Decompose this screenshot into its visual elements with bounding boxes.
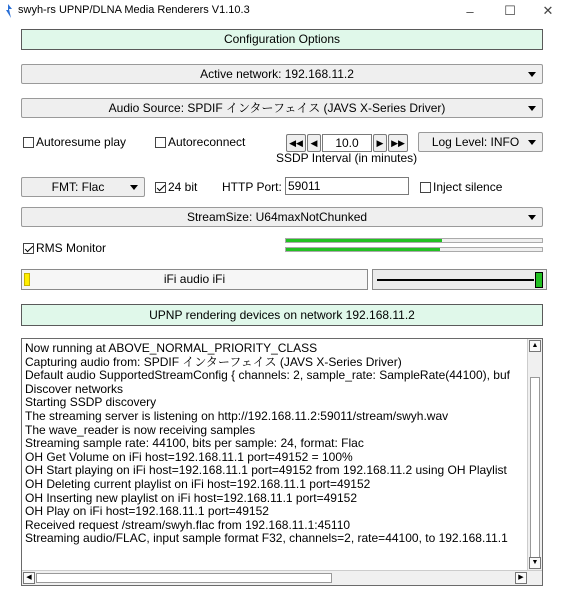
- ssdp-fast-back-button[interactable]: [286, 134, 306, 152]
- inject-silence-label: Inject silence: [433, 180, 503, 194]
- chevron-down-icon: [528, 215, 536, 220]
- volume-slider-track: [377, 279, 534, 281]
- window-title: swyh-rs UPNP/DLNA Media Renderers V1.10.3: [18, 4, 250, 16]
- rms-monitor-box[interactable]: [23, 243, 34, 254]
- close-icon: ✕: [542, 3, 554, 18]
- active-network-value: Active network: 192.168.11.2: [200, 67, 354, 81]
- rms-monitor-checkbox[interactable]: [23, 241, 106, 255]
- ssdp-interval-input[interactable]: 10.0: [322, 134, 372, 152]
- rms-monitor-label: RMS Monitor: [36, 241, 107, 255]
- log-level-value: Log Level: INFO: [431, 135, 520, 149]
- chevron-down-icon: [528, 140, 536, 145]
- ssdp-forward-button[interactable]: [373, 134, 387, 152]
- volume-slider[interactable]: [372, 269, 547, 290]
- scroll-up-icon: ▲: [531, 342, 539, 349]
- bit24-checkbox[interactable]: [155, 180, 197, 194]
- log-line: OH Inserting new playlist on iFi host=192.168.11.1 port=49152: [25, 490, 357, 505]
- scroll-down-button[interactable]: [529, 557, 541, 569]
- ssdp-fast-forward-button[interactable]: [388, 134, 408, 152]
- close-button[interactable]: [528, 0, 566, 22]
- horizontal-scroll-thumb[interactable]: [36, 573, 332, 583]
- log-textbox[interactable]: [21, 338, 543, 586]
- log-line: Starting SSDP discovery: [25, 395, 157, 410]
- log-line: Streaming sample rate: 44100, bits per sample: 24, format: Flac: [25, 436, 364, 451]
- log-line: The wave_reader is now receiving samples: [25, 422, 256, 437]
- active-network-select[interactable]: [21, 64, 543, 84]
- device-active-indicator: [24, 273, 30, 286]
- scroll-left-icon: ◀: [26, 574, 32, 581]
- log-line: OH Get Volume on iFi host=192.168.11.1 port=49152 = 100%: [25, 449, 353, 464]
- log-line: OH Deleting current playlist on iFi host=192.168.11.1 port=49152: [25, 476, 371, 491]
- http-port-input[interactable]: 59011: [285, 177, 409, 195]
- maximize-icon: ☐: [504, 3, 516, 18]
- fast-back-icon: ◀◀: [289, 137, 303, 148]
- log-line: Capturing audio from: SPDIF インターフェイス (JAVS X-Series Driver): [25, 354, 402, 369]
- log-line: Discover networks: [25, 381, 124, 396]
- scroll-right-button[interactable]: [515, 572, 527, 584]
- scroll-left-button[interactable]: [23, 572, 35, 584]
- stream-size-select[interactable]: [21, 207, 543, 227]
- log-line: Streaming audio/FLAC, input sample format F32, channels=2, rate=44100, to 192.168.11.1: [25, 531, 508, 546]
- autoreconnect-label: Autoreconnect: [168, 135, 246, 149]
- maximize-button[interactable]: [490, 0, 530, 22]
- ssdp-back-button[interactable]: [307, 134, 321, 152]
- minimize-button[interactable]: [450, 0, 490, 22]
- chevron-down-icon: [528, 72, 536, 77]
- fast-forward-icon: ▶▶: [391, 137, 405, 148]
- ssdp-interval-label: SSDP Interval (in minutes): [276, 151, 418, 165]
- log-line: OH Start playing on iFi host=192.168.11.1 port=49152 from 192.168.11.2 using OH Playlist: [25, 463, 507, 478]
- log-level-select[interactable]: [418, 132, 543, 152]
- bit24-label: 24 bit: [168, 180, 198, 194]
- inject-silence-checkbox[interactable]: [420, 180, 502, 194]
- device-name: iFi audio iFi: [163, 272, 226, 286]
- scroll-right-icon: ▶: [518, 574, 524, 581]
- back-icon: ◀: [310, 137, 318, 148]
- autoresume-box[interactable]: [23, 137, 34, 148]
- scroll-down-icon: ▼: [531, 559, 539, 566]
- scroll-up-button[interactable]: [529, 340, 541, 352]
- rms-meter-right-fill: [286, 248, 440, 251]
- log-line: Default audio SupportedStreamConfig { channels: 2, sample_rate: SampleRate(44100), buf: [25, 368, 510, 383]
- autoresume-label: Autoresume play: [36, 135, 127, 149]
- http-port-label: HTTP Port:: [222, 180, 282, 194]
- log-horizontal-scrollbar[interactable]: [22, 570, 542, 585]
- bit24-box[interactable]: [155, 182, 166, 193]
- config-options-header: Configuration Options: [21, 29, 543, 50]
- rms-meter-right: [285, 247, 543, 252]
- inject-silence-box[interactable]: [420, 182, 431, 193]
- audio-source-select[interactable]: [21, 98, 543, 118]
- log-line: OH Play on iFi host=192.168.11.1 port=49152: [25, 504, 269, 519]
- log-line: The streaming server is listening on http://192.168.11.2:59011/stream/swyh.wav: [25, 408, 449, 423]
- app-icon: [4, 4, 12, 18]
- log-line: Received request /stream/swyh.flac from 192.168.11.1:45110: [25, 517, 351, 532]
- chevron-down-icon: [130, 185, 138, 190]
- vertical-scroll-thumb[interactable]: [530, 377, 540, 559]
- stream-size-value: StreamSize: U64maxNotChunked: [186, 210, 368, 224]
- device-button-ifi[interactable]: [21, 269, 368, 290]
- format-select[interactable]: [21, 177, 145, 197]
- audio-source-value: Audio Source: SPDIF インターフェイス (JAVS X-Series Driver): [108, 101, 446, 115]
- log-line: Now running at ABOVE_NORMAL_PRIORITY_CLASS: [25, 342, 318, 355]
- log-lines: [25, 342, 527, 546]
- autoreconnect-box[interactable]: [155, 137, 166, 148]
- format-value: FMT: Flac: [51, 180, 105, 194]
- minimize-icon: –: [466, 3, 474, 19]
- autoresume-checkbox[interactable]: [23, 135, 126, 149]
- devices-header: UPNP rendering devices on network 192.168.11.2: [21, 304, 543, 326]
- rms-meter-left-fill: [286, 239, 442, 242]
- title-bar: [0, 0, 566, 22]
- forward-icon: ▶: [376, 137, 384, 148]
- rms-meter-left: [285, 238, 543, 243]
- log-vertical-scrollbar[interactable]: [527, 339, 542, 571]
- volume-slider-thumb[interactable]: [535, 272, 543, 288]
- chevron-down-icon: [528, 106, 536, 111]
- autoreconnect-checkbox[interactable]: [155, 135, 245, 149]
